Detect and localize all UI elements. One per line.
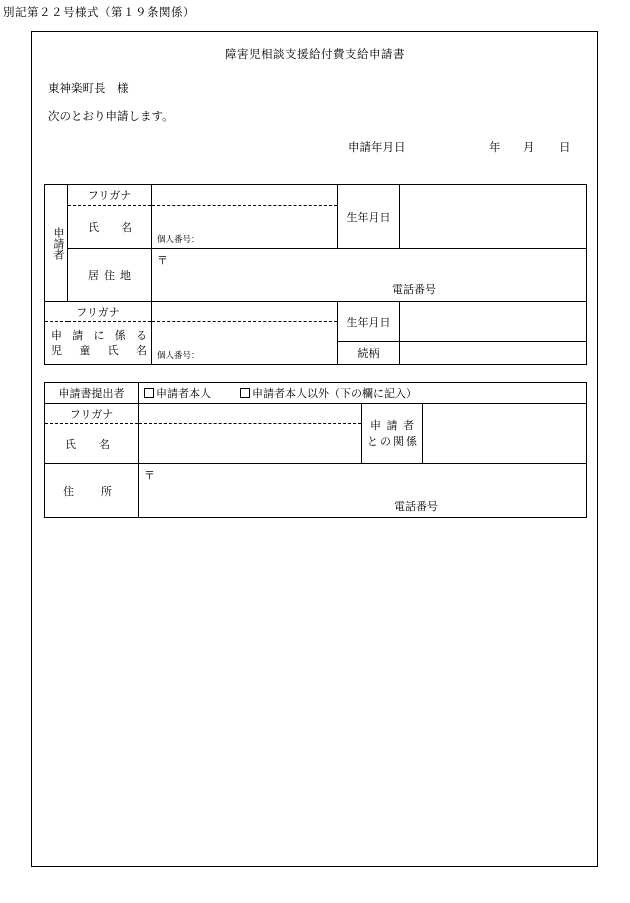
child-relationship-field[interactable] <box>400 342 587 365</box>
child-name-field[interactable] <box>152 322 338 365</box>
submitter-name-label: 氏 名 <box>45 424 139 464</box>
lead-text: 次のとおり申請します。 <box>48 109 174 123</box>
applicant-residence-label: 居住地 <box>68 249 152 302</box>
applicant-table <box>44 184 587 365</box>
submitter-furigana-label: フリガナ <box>45 404 139 424</box>
submitter-address-field[interactable] <box>139 464 587 518</box>
submitter-phone-label: 電話番号 <box>394 500 438 513</box>
applicant-birthdate-label: 生年月日 <box>338 185 400 249</box>
submitter-address-label: 住 所 <box>45 464 139 518</box>
document-title: 障害児相談支援給付費支給申請書 <box>225 47 405 61</box>
child-birthdate-field[interactable] <box>400 302 587 342</box>
child-birthdate-label: 生年月日 <box>338 302 400 342</box>
applicant-birthdate-field[interactable] <box>400 185 587 249</box>
checkbox-self[interactable] <box>144 388 154 398</box>
date-day-label: 日 <box>559 140 571 154</box>
submitter-postal-mark: 〒 <box>144 469 155 482</box>
submitter-relation-field[interactable] <box>423 404 587 464</box>
child-personal-number-label: 個人番号： <box>157 351 200 361</box>
applicant-furigana-label: フリガナ <box>68 185 152 206</box>
applicant-name-label: 氏 名 <box>68 206 152 249</box>
submitter-label: 申請書提出者 <box>45 383 139 404</box>
date-year-label: 年 <box>489 140 501 154</box>
application-date-label: 申請年月日 <box>348 140 406 154</box>
applicant-side-label: 申請者 <box>45 185 68 302</box>
child-relationship-label: 続柄 <box>338 342 400 365</box>
applicant-personal-number-label: 個人番号： <box>157 235 200 245</box>
date-month-label: 月 <box>523 140 535 154</box>
option-self[interactable]: 申請者本人 <box>144 387 211 400</box>
applicant-phone-label: 電話番号 <box>392 283 436 296</box>
child-name-label: 申請に係る 児童氏名 <box>45 322 152 365</box>
checkbox-other[interactable] <box>240 388 250 398</box>
option-other[interactable]: 申請者本人以外（下の欄に記入） <box>240 387 417 400</box>
child-furigana-label: フリガナ <box>45 302 152 322</box>
form-number-note: 別記第２２号様式（第１９条関係） <box>3 5 195 19</box>
submitter-furigana-field[interactable] <box>139 404 362 424</box>
submitter-name-field[interactable] <box>139 424 362 464</box>
applicant-name-field[interactable] <box>152 206 338 249</box>
child-furigana-field[interactable] <box>152 302 338 322</box>
addressee: 東神楽町長 様 <box>48 81 129 95</box>
applicant-residence-field[interactable] <box>152 249 587 302</box>
applicant-postal-mark: 〒 <box>157 254 168 267</box>
submitter-options <box>139 383 587 404</box>
submitter-relation-label: 申請者 との関係 <box>362 404 423 464</box>
submitter-table <box>44 382 587 518</box>
applicant-furigana-field[interactable] <box>152 185 338 206</box>
